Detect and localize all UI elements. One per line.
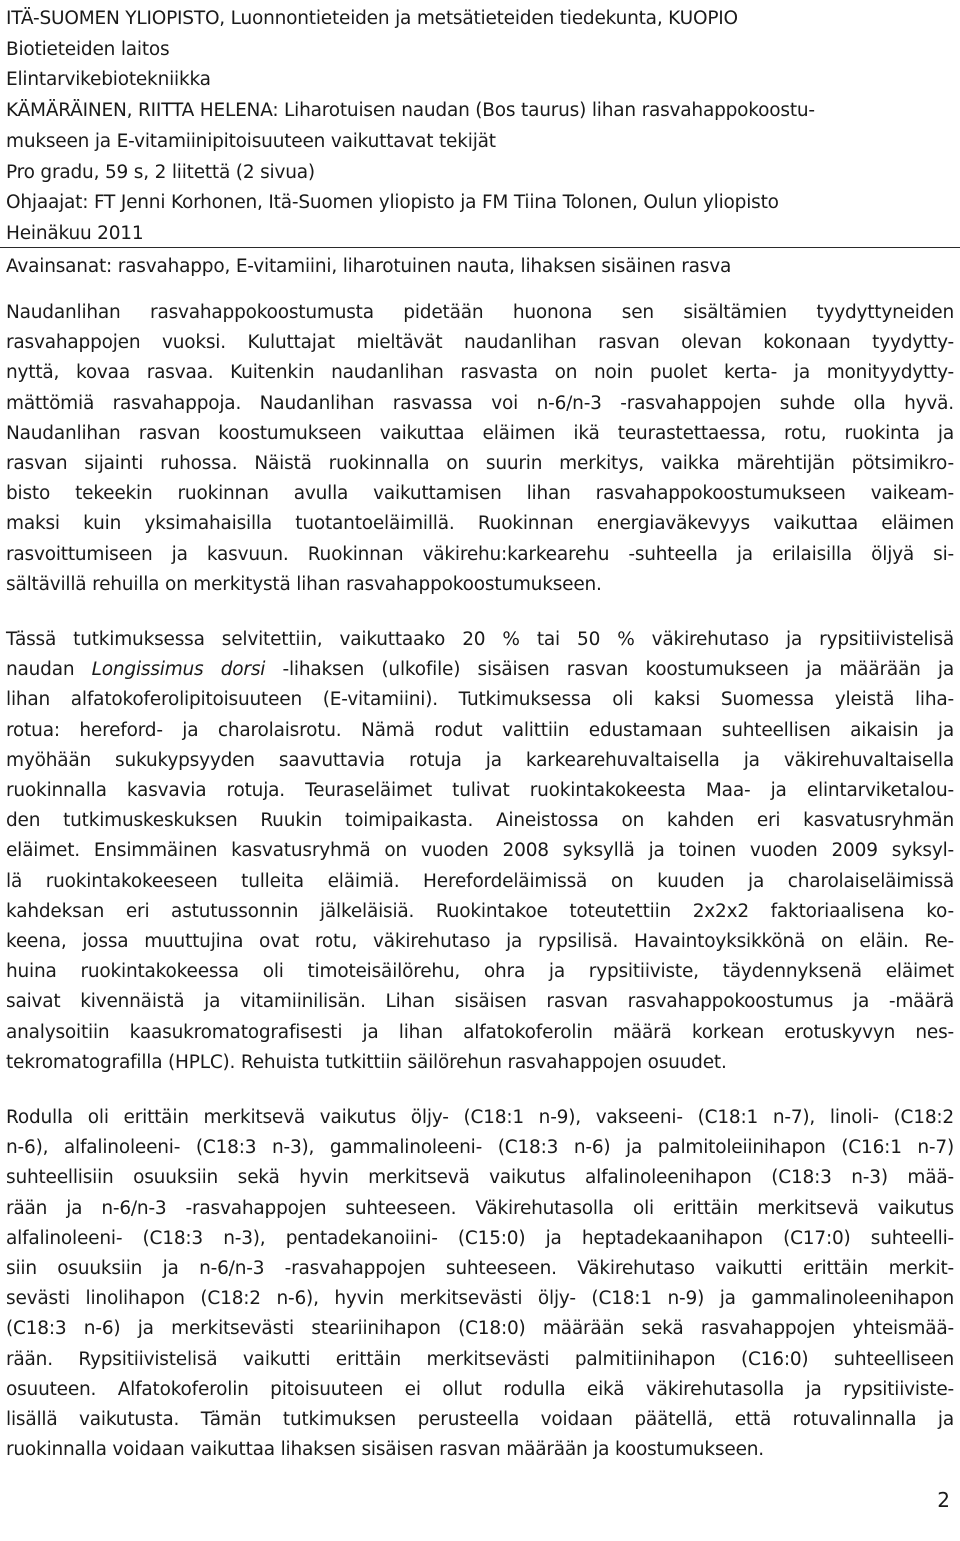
paragraph-line: rasvan sijainti ruhossa. Näistä ruokinnalla on suurin merkitys, vaikka märehtijän pötsimikro-: [6, 453, 954, 475]
paragraph-line: mättömiä rasvahappoja. Naudanlihan rasvassa voi n-6/n-3 -rasvahappojen suhde olla hyvä.: [6, 392, 954, 414]
paragraph-line: eläimet. Ensimmäinen kasvatusryhmä on vuoden 2008 syksyllä ja toinen vuoden 2009 syksyl-: [6, 840, 954, 862]
abstract-paragraph-1: [6, 298, 954, 600]
species-italic: Longissimus dorsi: [91, 659, 266, 681]
paragraph-line: keena, jossa muuttujina ovat rotu, väkirehutaso ja rypsilisä. Havaintoyksikkönä on eläin. Re-: [6, 931, 954, 953]
paragraph-line: n-6), alfalinoleeni- (C18:3 n-3), gammalinoleeni- (C18:3 n-6) ja palmitoleiinihapon (C16:1 n-7): [6, 1137, 954, 1159]
abstract-paragraph-2: [6, 625, 954, 1078]
paragraph-line: (C18:3 n-6) ja merkitsevästi steariinihapon (C18:0) määrään sekä rasvahappojen yhteismää-: [6, 1318, 954, 1340]
paragraph-line: rasvoittumiseen ja kasvuun. Ruokinnan väkirehu:karkearehu -suhteella ja erilaisilla öljyä si-: [6, 543, 954, 565]
paragraph-line: ruokinnalla kasvavia rotuja. Teuraseläimet tulivat ruokintakokeesta Maa- ja elintarviketalou-: [6, 780, 954, 802]
paragraph-line: lä ruokintakokeeseen tulleita eläimiä. Herefordeläimissä on kuuden ja charolaiseläimissä: [6, 870, 954, 892]
paragraph-line: huina ruokintakokeessa oli timoteisäilörehu, ohra ja rypsitiiviste, täydennyksenä eläimet: [6, 961, 954, 983]
thesis-info-line: Pro gradu, 59 s, 2 liitettä (2 sivua): [6, 161, 315, 183]
paragraph-line: myöhään sukukypsyyden saavuttavia rotuja ja karkearehuvaltaisella ja väkirehuvaltaisella: [6, 749, 954, 771]
paragraph-line: analysoitiin kaasukromatografisesti ja lihan alfatokoferolin määrä korkean erotuskyvyn nes-: [6, 1021, 954, 1043]
abstract-paragraph-3: [6, 1103, 954, 1465]
paragraph-line: rasvahappojen vuoksi. Kuluttajat mieltävät naudanlihan rasvan olevan kokonaan tyydytty-: [6, 332, 954, 354]
paragraph-line: alfalinoleeni- (C18:3 n-3), pentadekanoiini- (C15:0) ja heptadekaanihapon (C17:0) suhteelli-: [6, 1227, 954, 1249]
paragraph-line: naudan Longissimus dorsi -lihaksen (ulkofile) sisäisen rasvan koostumukseen ja määrään ja: [6, 659, 954, 681]
date-line: Heinäkuu 2011: [6, 222, 144, 244]
paragraph-line: den tutkimuskeskuksen Ruukin toimipaikasta. Aineistossa on kahden eri kasvatusryhmän: [6, 810, 954, 832]
paragraph-line: rotua: hereford- ja charolaisrotu. Nämä rodut valittiin edustamaan suhteellisen aikaisin ja: [6, 719, 954, 741]
paragraph-line: rään. Rypsitiivistelisä vaikutti erittäin merkitsevästi palmitiinihapon (C16:0) suhteelliseen: [6, 1348, 954, 1370]
paragraph-line: siin osuuksiin ja n-6/n-3 -rasvahappojen suhteeseen. Väkirehutaso vaikutti erittäin merkit-: [6, 1258, 954, 1280]
paragraph-line: saivat kivennäistä ja vitamiinilisän. Lihan sisäisen rasvan rasvahappokoostumus ja -määrä: [6, 991, 954, 1013]
paragraph-line: maksi kuin yksimahaisilla tuotantoeläimillä. Ruokinnan energiaväkevyys vaikuttaa eläimen: [6, 513, 954, 535]
paragraph-line: nyttä, kovaa rasvaa. Kuitenkin naudanlihan rasvasta on noin puolet kerta- ja monityydytty-: [6, 362, 954, 384]
thesis-header: [6, 4, 956, 250]
university-line: ITÄ-SUOMEN YLIOPISTO, Luonnontieteiden ja metsätieteiden tiedekunta, KUOPIO: [6, 8, 738, 29]
paragraph-line: ruokinnalla voidaan vaikuttaa lihaksen sisäisen rasvan määrään ja koostumukseen.: [6, 1439, 764, 1461]
paragraph-line: lisällä vaikutusta. Tämän tutkimuksen perusteella voidaan päätellä, että rotuvalinnalla ja: [6, 1409, 954, 1431]
paragraph-line: suhteellisiin osuuksiin sekä hyvin merkitsevä vaikutus alfalinoleenihapon (C18:3 n-3) mää-: [6, 1167, 954, 1189]
paragraph-line: rään ja n-6/n-3 -rasvahappojen suhteeseen. Väkirehutasolla oli erittäin merkitsevä vaikutus: [6, 1197, 954, 1219]
paragraph-line: lihan alfatokoferolipitoisuuteen (E-vitamiini). Tutkimuksessa oli kaksi Suomessa yleistä liha-: [6, 689, 954, 711]
supervisors-line: Ohjaajat: FT Jenni Korhonen, Itä-Suomen yliopisto ja FM Tiina Tolonen, Oulun yliopisto: [6, 192, 779, 214]
paragraph-line: Naudanlihan rasvahappokoostumusta pidetään huonona sen sisältämien tyydyttyneiden: [6, 302, 954, 323]
subject-line: Elintarvikebiotekniikka: [6, 69, 211, 91]
page-number: 2: [937, 1488, 950, 1512]
keywords-line: Avainsanat: rasvahappo, E-vitamiini, liharotuinen nauta, lihaksen sisäinen rasva: [6, 256, 732, 277]
paragraph-line: bisto tekeekin ruokinnan avulla vaikuttamisen lihan rasvahappokoostumukseen vaikeam-: [6, 483, 954, 505]
header-divider: [0, 247, 960, 248]
paragraph-line: sevästi linolihapon (C18:2 n-6), hyvin merkitsevästi öljy- (C18:1 n-9) ja gammalinoleenihapon: [6, 1288, 954, 1310]
paragraph-line: sältävillä rehuilla on merkitystä lihan rasvahappokoostumukseen.: [6, 573, 602, 595]
paragraph-line: Tässä tutkimuksessa selvitettiin, vaikuttaako 20 % tai 50 % väkirehutaso ja rypsitiivistelisä: [6, 629, 954, 650]
paragraph-line: kahdeksan eri astutussonnin jälkeläisiä. Ruokintakoe toteutettiin 2x2x2 faktoriaalisena ko-: [6, 900, 954, 922]
paragraph-line: osuuteen. Alfatokoferolin pitoisuuteen ei ollut rodulla eikä väkirehutasolla ja rypsitiiviste-: [6, 1378, 954, 1400]
paragraph-line: Naudanlihan rasvan koostumukseen vaikuttaa eläimen ikä teurastettaessa, rotu, ruokinta ja: [6, 422, 954, 444]
author-title-line-1: KÄMÄRÄINEN, RIITTA HELENA: Liharotuisen naudan (Bos taurus) lihan rasvahappokoostu-: [6, 100, 815, 122]
paragraph-line: tekromatografilla (HPLC). Rehuista tutkittiin säilörehun rasvahappojen osuudet.: [6, 1051, 727, 1073]
author-title-line-2: mukseen ja E-vitamiinipitoisuuteen vaikuttavat tekijät: [6, 130, 496, 152]
paragraph-line: Rodulla oli erittäin merkitsevä vaikutus öljy- (C18:1 n-9), vakseeni- (C18:1 n-7), linoli- (C18:2: [6, 1107, 954, 1128]
department-line: Biotieteiden laitos: [6, 38, 170, 60]
